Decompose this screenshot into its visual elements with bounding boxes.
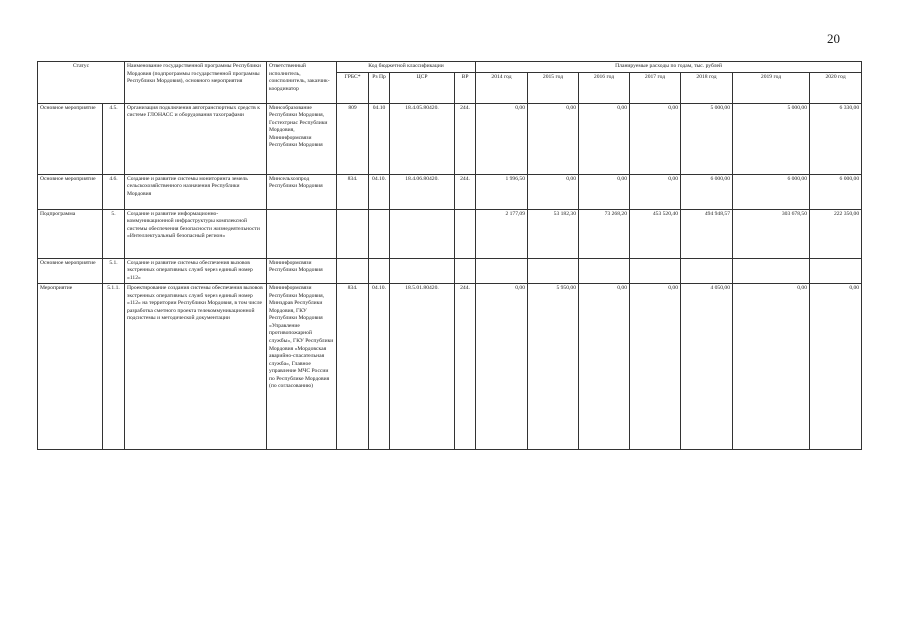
row-value-2014: 0,00 [476, 103, 528, 174]
row-value-2020: 222 350,00 [810, 209, 862, 258]
row-value-2015: 0,00 [528, 103, 579, 174]
row-value-2016: 0,00 [579, 174, 630, 209]
table-row [38, 209, 862, 258]
table-row [38, 174, 862, 209]
row-vr: 244. [455, 103, 476, 174]
row-rz: 04.10 [369, 103, 390, 174]
header-year: 2015 год [528, 72, 579, 103]
row-responsible: Минсельхозпрод Республики Мордовия [267, 174, 337, 209]
row-value-2019: 6 000,00 [733, 174, 810, 209]
row-value-2015: 0,00 [528, 174, 579, 209]
row-grbs: 834. [337, 174, 369, 209]
row-csr [390, 209, 455, 258]
header-grbs: ГРБС* [337, 72, 369, 103]
header-vr: ВР [455, 72, 476, 103]
row-value-2020: 6 330,00 [810, 103, 862, 174]
row-number: 5.1.1. [103, 284, 125, 450]
row-value-2018 [681, 258, 733, 284]
row-number: 4.6. [103, 174, 125, 209]
row-value-2014: 0,00 [476, 284, 528, 450]
row-value-2017: 0,00 [630, 174, 681, 209]
row-number: 4.5. [103, 103, 125, 174]
row-value-2016: 0,00 [579, 103, 630, 174]
row-value-2020: 0,00 [810, 284, 862, 450]
row-grbs: 809 [337, 103, 369, 174]
row-status: Подпрограмма [38, 209, 103, 258]
header-name: Наименование государственной программы Республики Мордовия (подпрограммы государственной программы Республики Мордовия), основного мероприятия [125, 62, 267, 104]
row-value-2020 [810, 258, 862, 284]
row-vr: 244. [455, 174, 476, 209]
row-name: Создание и развитие системы мониторинга земель сельскохозяйственного назначения Республики Мордовия [125, 174, 267, 209]
header-csr: ЦСР [390, 72, 455, 103]
table-header-row [38, 62, 862, 73]
header-year: 2020 год [810, 72, 862, 103]
row-value-2019 [733, 258, 810, 284]
row-grbs [337, 258, 369, 284]
row-value-2015: 53 182,30 [528, 209, 579, 258]
row-vr [455, 258, 476, 284]
table-row [38, 258, 862, 284]
row-value-2017 [630, 258, 681, 284]
header-budget-code: Код бюджетной классификации [337, 62, 476, 73]
row-number: 5.1. [103, 258, 125, 284]
row-csr: 18.4.05.80420. [390, 103, 455, 174]
row-value-2016: 73 268,20 [579, 209, 630, 258]
row-value-2018: 6 000,00 [681, 174, 733, 209]
row-name: Проектирование создания системы обеспечения вызовов экстренных оперативных служб через единый номер «112» на территории Республики Мордовия, в том числе разработка сметного проекта телекоммуникационной подсистемы и методической документации [125, 284, 267, 450]
row-csr [390, 258, 455, 284]
header-year: 2014 год [476, 72, 528, 103]
row-value-2018: 5 000,00 [681, 103, 733, 174]
row-value-2017: 0,00 [630, 284, 681, 450]
header-year: 2018 год [681, 72, 733, 103]
header-year: 2016 год [579, 72, 630, 103]
row-value-2019: 0,00 [733, 284, 810, 450]
row-csr: 18.5.01.80420. [390, 284, 455, 450]
row-name: Создание и развитие системы обеспечения вызовов экстренных оперативных служб через единый номер «112» [125, 258, 267, 284]
row-vr: 244. [455, 284, 476, 450]
header-year: 2019 год [733, 72, 810, 103]
row-value-2017: 0,00 [630, 103, 681, 174]
row-value-2014: 2 177,09 [476, 209, 528, 258]
row-status: Основное мероприятие [38, 174, 103, 209]
row-value-2019: 303 678,50 [733, 209, 810, 258]
page-number: 20 [827, 31, 840, 46]
row-value-2016: 0,00 [579, 284, 630, 450]
row-responsible [267, 209, 337, 258]
row-value-2015 [528, 258, 579, 284]
row-rz [369, 258, 390, 284]
row-number: 5. [103, 209, 125, 258]
row-value-2014 [476, 258, 528, 284]
row-value-2020: 6 000,00 [810, 174, 862, 209]
row-grbs [337, 209, 369, 258]
row-name: Организация подключения автотранспортных средств к системе ГЛОНАСС и оборудования тахографами [125, 103, 267, 174]
header-status: Статус [38, 62, 125, 104]
row-value-2015: 5 950,00 [528, 284, 579, 450]
row-value-2018: 4 050,00 [681, 284, 733, 450]
row-status: Мероприятие [38, 284, 103, 450]
row-responsible: Мининформсвязи Республики Мордовия [267, 258, 337, 284]
table-row [38, 284, 862, 450]
row-status: Основное мероприятие [38, 103, 103, 174]
row-name: Создание и развитие информационно-коммуникационной инфраструктуры комплексной системы обеспечения безопасности жизнедеятельности «Интеллектуальный безопасный регион» [125, 209, 267, 258]
header-year: 2017 год [630, 72, 681, 103]
budget-table [37, 61, 862, 450]
row-responsible: Мининформсвязи Республики Мордовия, Минздрав Республики Мордовия, ГКУ Республики Мордовия «Управление противопожарной службы», ГКУ Республики Мордовия «Мордовская аварийно-спасательная служба», Главное управление МЧС России по Республике Мордовия (по согласованию) [267, 284, 337, 450]
table-row [38, 103, 862, 174]
row-vr [455, 209, 476, 258]
header-planned: Планируемые расходы по годам, тыс. рублей [476, 62, 862, 73]
row-value-2014: 1 996,50 [476, 174, 528, 209]
row-rz: 04.10. [369, 284, 390, 450]
header-rz: Рз Пр [369, 72, 390, 103]
row-grbs: 834. [337, 284, 369, 450]
row-value-2019: 5 000,00 [733, 103, 810, 174]
row-responsible: Минсобразование Республики Мордовия, Гостехтрнас Республики Мордовия, Мининформсвязи Республики Мордовия [267, 103, 337, 174]
row-value-2017: 453 520,40 [630, 209, 681, 258]
row-csr: 18.4.06.80420. [390, 174, 455, 209]
row-value-2016 [579, 258, 630, 284]
header-responsible: Ответственный исполнитель, соисполнитель, заказчик-координатор [267, 62, 337, 104]
row-status: Основное мероприятие [38, 258, 103, 284]
row-rz [369, 209, 390, 258]
row-value-2018: 494 948,57 [681, 209, 733, 258]
row-rz: 04.10. [369, 174, 390, 209]
